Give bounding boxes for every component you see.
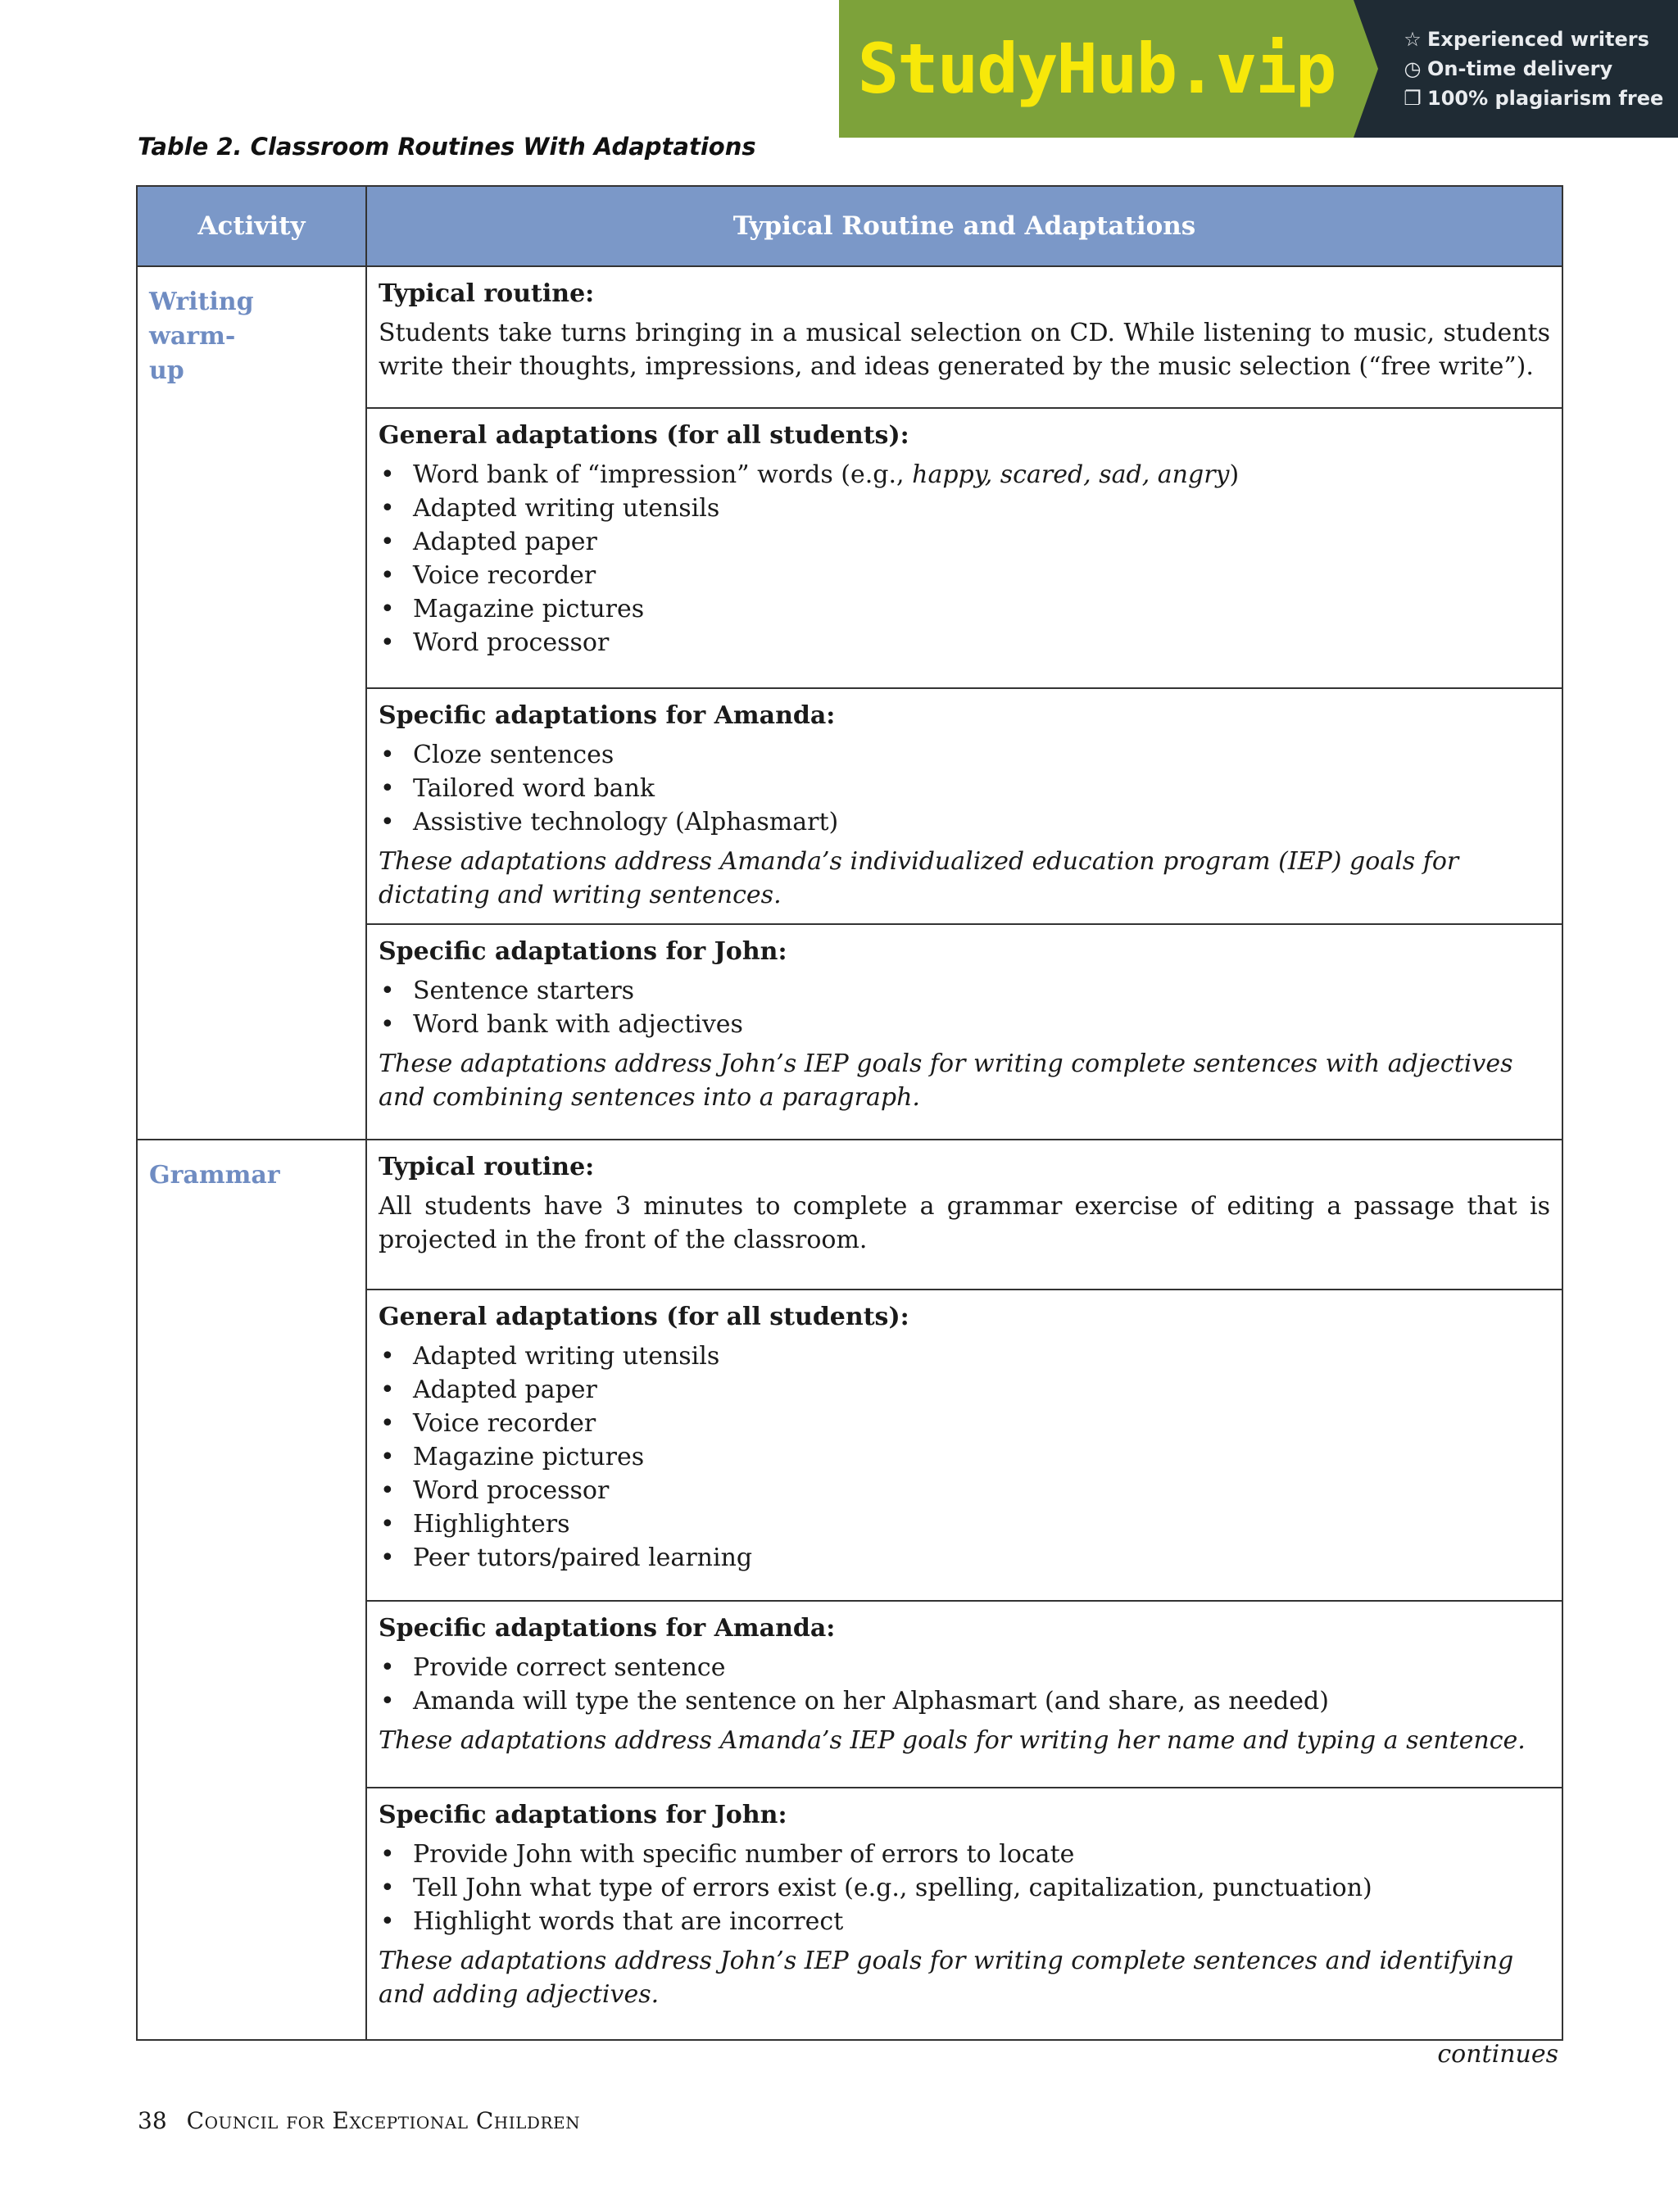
bullet-list xyxy=(379,458,1550,660)
activity-cell xyxy=(137,1140,366,2040)
iep-note: These adaptations address Amanda’s IEP goals for writing her name and typing a sentence. xyxy=(379,1726,1526,1755)
footer-organization: Council for Exceptional Children xyxy=(186,2107,581,2134)
section-heading: Specific adaptations for Amanda: xyxy=(379,701,836,730)
list-item: • Voice recorder xyxy=(379,559,1550,592)
list-item: • Highlight words that are incorrect xyxy=(379,1905,1550,1938)
list-item: • Voice recorder xyxy=(379,1407,1550,1440)
section-heading: Specific adaptations for Amanda: xyxy=(379,1614,836,1643)
list-item: • Word processor xyxy=(379,626,1550,660)
iep-note: These adaptations address John’s IEP goals for writing complete sentences with adjectives and combining sentences into a paragraph. xyxy=(379,1049,1513,1112)
table-title: Table 2. Classroom Routines With Adaptations xyxy=(138,133,756,161)
activity-label: Writing warm-up xyxy=(149,288,254,385)
list-item: • Magazine pictures xyxy=(379,1440,1550,1474)
list-item: • Tailored word bank xyxy=(379,772,1550,805)
activity-cell xyxy=(137,266,366,1140)
section-cell xyxy=(366,688,1562,924)
list-item: • Word bank with adjectives xyxy=(379,1008,1550,1041)
bullet-list xyxy=(379,1838,1550,1938)
star-icon: ☆ xyxy=(1404,28,1422,51)
header-routine: Typical Routine and Adaptations xyxy=(366,186,1562,266)
list-item: • Word processor xyxy=(379,1474,1550,1507)
section-cell xyxy=(366,1140,1562,1290)
iep-note: These adaptations address John’s IEP goals for writing complete sentences and identifying and adding adjectives. xyxy=(379,1947,1514,2009)
section-cell xyxy=(366,924,1562,1140)
activity-label: Grammar xyxy=(149,1161,280,1190)
copy-icon: ❐ xyxy=(1404,87,1422,110)
feature-experienced-writers xyxy=(1403,28,1678,51)
banner-features xyxy=(1354,0,1678,138)
list-item: • Adapted paper xyxy=(379,1373,1550,1407)
bullet-list xyxy=(379,1339,1550,1575)
continues-label: continues xyxy=(1437,2040,1558,2069)
iep-note: These adaptations address Amanda’s individualized education program (IEP) goals for dictating and writing sentences. xyxy=(379,847,1459,909)
studyhub-logo[interactable]: StudyHub.vip xyxy=(839,0,1354,138)
section-cell xyxy=(366,266,1562,408)
list-item: • Provide correct sentence xyxy=(379,1651,1550,1684)
section-cell xyxy=(366,1788,1562,2040)
list-item: • Adapted writing utensils xyxy=(379,1339,1550,1373)
section-heading: General adaptations (for all students): xyxy=(379,421,909,450)
list-item: • Adapted writing utensils xyxy=(379,492,1550,525)
list-item: • Sentence starters xyxy=(379,974,1550,1008)
list-item: • Adapted paper xyxy=(379,525,1550,559)
feature-on-time-delivery xyxy=(1403,57,1678,80)
list-item: • Provide John with specific number of errors to locate xyxy=(379,1838,1550,1871)
routine-text: All students have 3 minutes to complete a grammar exercise of editing a passage that is projected in the front of the classroom. xyxy=(379,1192,1550,1254)
section-heading: Specific adaptations for John: xyxy=(379,1801,787,1829)
banner-arrow-shape xyxy=(1354,0,1378,138)
section-heading: Typical routine: xyxy=(379,279,595,308)
list-item: • Word bank of “impression” words (e.g., happy, scared, sad, angry) xyxy=(379,458,1550,492)
page-footer xyxy=(138,2107,580,2134)
table-row xyxy=(137,1140,1562,1290)
section-heading: Specific adaptations for John: xyxy=(379,937,787,966)
routine-text: Students take turns bringing in a musical selection on CD. While listening to music, students write their thoughts, impressions, and ideas generated by the music selection (“free write”). xyxy=(379,319,1550,381)
list-item: • Assistive technology (Alphasmart) xyxy=(379,805,1550,839)
bullet-list xyxy=(379,1651,1550,1718)
table-row xyxy=(137,266,1562,408)
list-item: • Tell John what type of errors exist (e.g., spelling, capitalization, punctuation) xyxy=(379,1871,1550,1905)
list-item: • Highlighters xyxy=(379,1507,1550,1541)
section-cell xyxy=(366,408,1562,688)
clock-icon: ◷ xyxy=(1404,57,1422,80)
studyhub-banner[interactable] xyxy=(839,0,1678,138)
feature-text: On-time delivery xyxy=(1427,57,1613,80)
section-heading: Typical routine: xyxy=(379,1153,595,1181)
feature-plagiarism-free xyxy=(1403,87,1678,110)
section-heading: General adaptations (for all students): xyxy=(379,1303,909,1331)
list-item: • Magazine pictures xyxy=(379,592,1550,626)
feature-text: Experienced writers xyxy=(1427,28,1649,51)
bullet-list xyxy=(379,974,1550,1041)
bullet-list xyxy=(379,738,1550,839)
section-cell xyxy=(366,1290,1562,1601)
feature-text: 100% plagiarism free xyxy=(1427,87,1664,110)
routines-table xyxy=(136,185,1563,2041)
header-activity: Activity xyxy=(137,186,366,266)
section-cell xyxy=(366,1601,1562,1788)
list-item: • Amanda will type the sentence on her Alphasmart (and share, as needed) xyxy=(379,1684,1550,1718)
table-header-row xyxy=(137,186,1562,266)
list-item: • Cloze sentences xyxy=(379,738,1550,772)
list-item: • Peer tutors/paired learning xyxy=(379,1541,1550,1575)
page-number: 38 xyxy=(138,2107,167,2134)
